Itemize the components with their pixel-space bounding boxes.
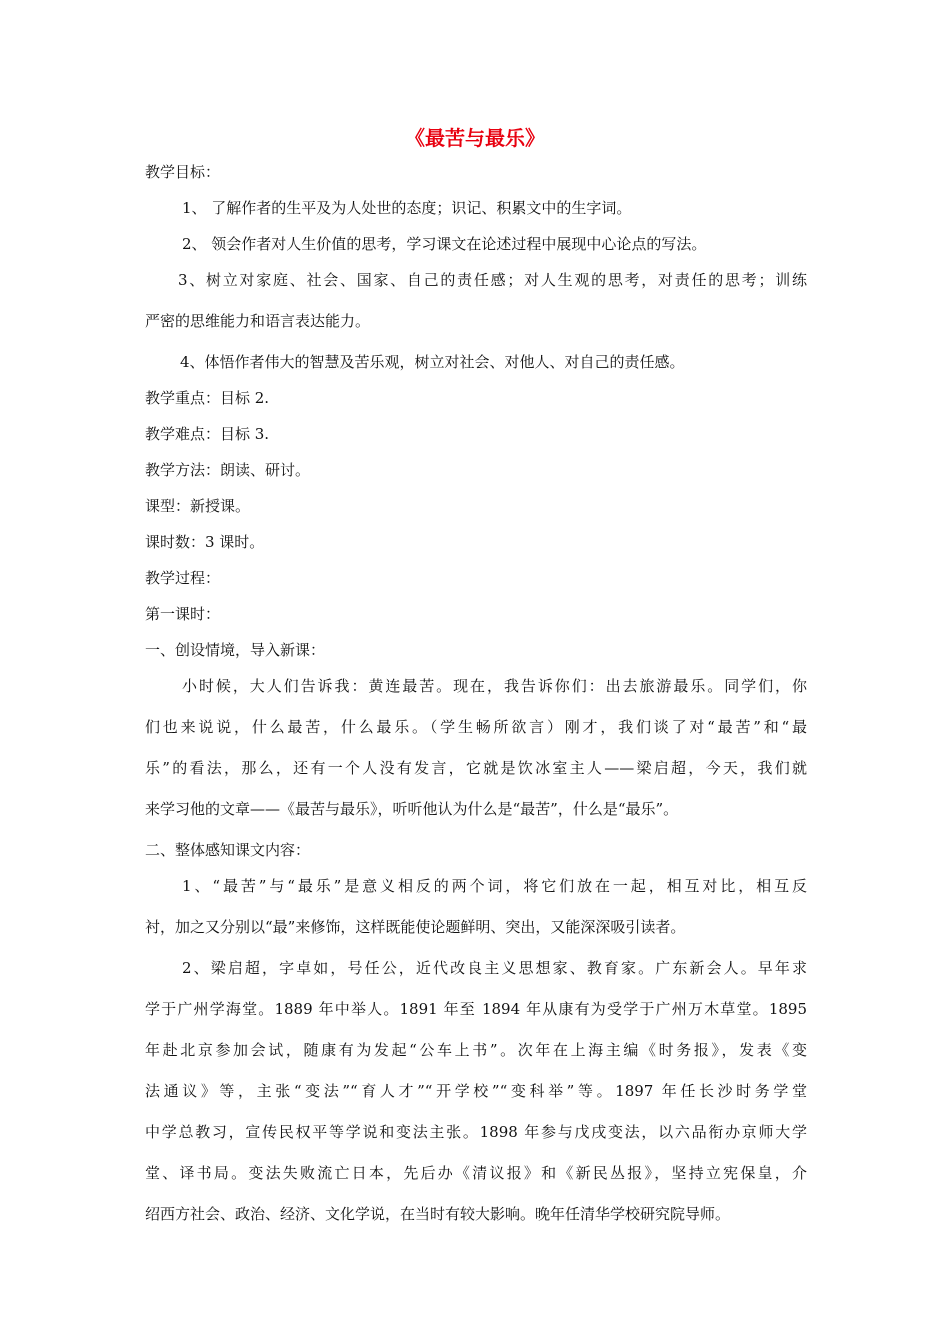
- objective-3-line: 3、树立对家庭、社会、国家、自己的责任感；对人生观的思考，对责任的思考；训练: [178, 271, 807, 289]
- key-point: 教学重点：目标 2.: [145, 389, 270, 407]
- objective-3: [145, 268, 807, 350]
- paragraph-line: 2、梁启超，字卓如，号任公，近代改良主义思想家、教育家。广东新会人。早年求: [182, 959, 807, 977]
- section-1-heading: 一、创设情境，导入新课：: [145, 641, 326, 659]
- difficulty: 教学难点：目标 3.: [145, 425, 270, 443]
- paragraph-line: 学于广州学海堂。1889 年中举人。1891 年至 1894 年从康有为受学于广州万木草堂。1895: [145, 1000, 807, 1018]
- paragraph-line: 乐”的看法，那么，还有一个人没有发言，它就是饮冰室主人——梁启超，今天，我们就: [145, 759, 807, 777]
- teaching-method: 教学方法：朗读、研讨。: [145, 461, 311, 479]
- paragraph-line: 中学总教习，宣传民权平等学说和变法主张。1898 年参与戊戌变法，以六品衔办京师大学: [145, 1123, 807, 1141]
- paragraph-line: 1、“最苦”与“最乐”是意义相反的两个词，将它们放在一起，相互对比，相互反: [182, 877, 807, 895]
- paragraph-line: 绍西方社会、政治、经济、文化学说，在当时有较大影响。晚年任清华学校研究院导师。: [145, 1205, 731, 1223]
- document-title: 《最苦与最乐》: [405, 126, 545, 150]
- document-body: [145, 160, 807, 1243]
- paragraph-line: 年赴北京参加会试，随康有为发起“公车上书”。次年在上海主编《时务报》，发表《变: [145, 1041, 807, 1059]
- first-lesson-heading: 第一课时：: [145, 605, 221, 623]
- section-2-heading: 二、整体感知课文内容：: [145, 841, 311, 859]
- lesson-hours: 课时数：3 课时。: [145, 533, 265, 551]
- lesson-type: 课型：新授课。: [145, 497, 251, 515]
- objective-1: 1、 了解作者的生平及为人处世的态度；识记、积累文中的生字词。: [182, 199, 632, 217]
- paragraph-line: 来学习他的文章——《最苦与最乐》，听听他认为什么是“最苦”，什么是“最乐”。: [145, 800, 679, 818]
- objective-3-line: 严密的思维能力和语言表达能力。: [145, 312, 371, 330]
- objectives-heading: 教学目标：: [145, 163, 221, 181]
- process-heading: 教学过程：: [145, 569, 221, 587]
- objective-2: 2、 领会作者对人生价值的思考，学习课文在论述过程中展现中心论点的写法。: [182, 235, 707, 253]
- section-1-paragraph: [145, 674, 807, 838]
- paragraph-line: 法通议》等，主张“变法”“育人才”“开学校”“变科举”等。1897 年任长沙时务学堂: [145, 1082, 807, 1100]
- section-2-paragraph-1: [145, 874, 807, 956]
- objective-4: 4、体悟作者伟大的智慧及苦乐观，树立对社会、对他人、对自己的责任感。: [180, 353, 685, 371]
- section-2-paragraph-2: [145, 956, 807, 1243]
- paragraph-line: 们也来说说，什么最苦，什么最乐。（学生畅所欲言）刚才，我们谈了对“最苦”和“最: [145, 718, 807, 736]
- paragraph-line: 小时候，大人们告诉我：黄连最苦。现在，我告诉你们：出去旅游最乐。同学们，你: [182, 677, 807, 695]
- paragraph-line: 衬，加之又分别以“最”来修饰，这样既能使论题鲜明、突出，又能深深吸引读者。: [145, 918, 686, 936]
- paragraph-line: 堂、译书局。变法失败流亡日本，先后办《清议报》和《新民丛报》，坚持立宪保皇，介: [145, 1164, 807, 1182]
